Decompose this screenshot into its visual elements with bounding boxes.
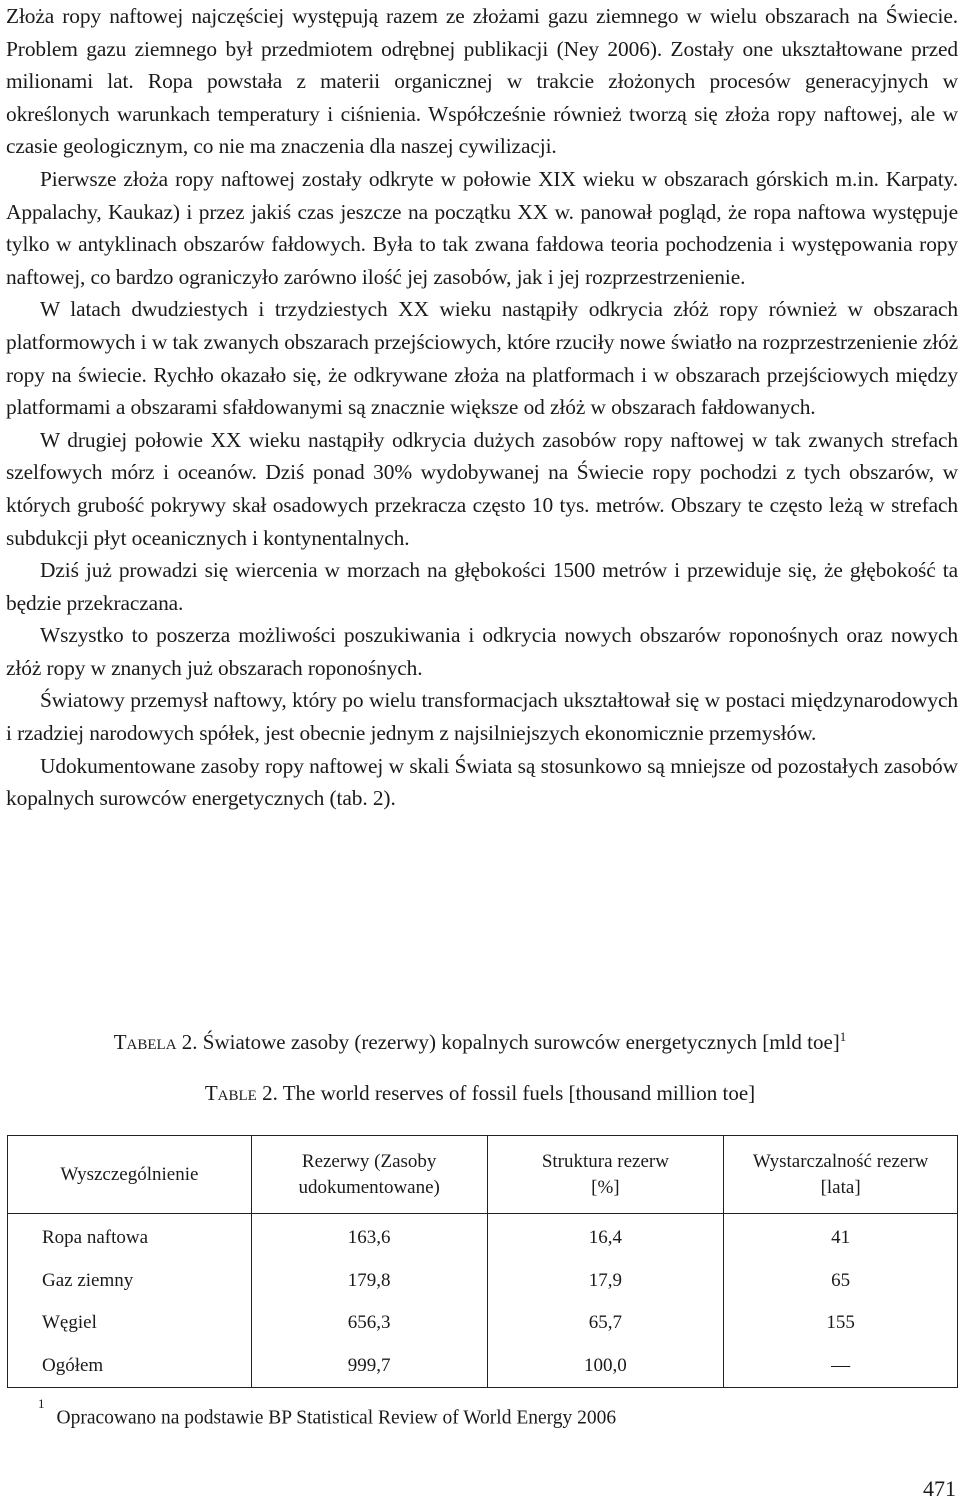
table-cell: 65	[724, 1260, 958, 1303]
page-number: 471	[923, 1476, 956, 1501]
caption-text: The world reserves of fossil fuels [thousand million toe]	[282, 1081, 756, 1105]
column-header: Rezerwy (Zasoby udokumentowane)	[251, 1136, 487, 1214]
table-cell: 65,7	[487, 1302, 724, 1345]
table-cell: Gaz ziemny	[8, 1260, 252, 1303]
table-cell: 999,7	[251, 1345, 487, 1388]
table-cell: 17,9	[487, 1260, 724, 1303]
column-header: Wystarczalność rezerw [lata]	[724, 1136, 958, 1214]
column-header: Struktura rezerw [%]	[487, 1136, 724, 1214]
table-cell: Ogółem	[8, 1345, 252, 1388]
footnote-number: 1	[38, 1396, 45, 1411]
table-cell: 656,3	[251, 1302, 487, 1345]
table-cell: 41	[724, 1214, 958, 1260]
paragraph: W drugiej połowie XX wieku nastąpiły odkrycia dużych zasobów ropy naftowej w tak zwanych strefach szelfowych mórz i oceanów. Dziś ponad 30% wydobywanej na Świecie ropy pochodzi z tych obszarów, w których grubość pokrywy skał osadowych przekracza często 10 tys. metrów. Obszary te często leżą w strefach subdukcji płyt oceanicznych i kontynentalnych.	[6, 427, 958, 550]
column-header: Wyszczególnienie	[8, 1136, 252, 1214]
caption-label: Tabela 2.	[113, 1030, 198, 1054]
table-cell: 100,0	[487, 1345, 724, 1388]
table-cell: Ropa naftowa	[8, 1214, 252, 1260]
paragraph: W latach dwudziestych i trzydziestych XX wieku nastąpiły odkrycia złóż ropy również w obszarach platformowych i w tak zwanych obszarach przejściowych, które rzuciły nowe światło na rozprzestrzenienie złóż ropy na świecie. Rychło okazało się, że odkrywane złoża na platformach i w obszarach przejściowych między platformami a obszarami sfałdowanymi są znacznie większe od złóż w obszarach fałdowanych.	[6, 297, 958, 420]
footnote-ref: 1	[839, 1029, 847, 1044]
reserves-table	[7, 1135, 958, 1388]
table-cell: 155	[724, 1302, 958, 1345]
table-caption-polish	[0, 1030, 960, 1055]
table-header-row	[8, 1136, 958, 1214]
table-cell: Węgiel	[8, 1302, 252, 1345]
footnote-text: Opracowano na podstawie BP Statistical Review of World Energy 2006	[56, 1407, 617, 1429]
paragraph: Złoża ropy naftowej najczęściej występują razem ze złożami gazu ziemnego w wielu obszarach na Świecie. Problem gazu ziemnego był przedmiotem odrębnej publikacji (Ney 2006). Zostały one ukształtowane przed milionami lat. Ropa powstała z materii organicznej w trakcie złożonych procesów generacyjnych w określonych warunkach temperatury i ciśnienia. Współcześnie również tworzą się złoża ropy naftowej, ale w czasie geologicznym, co nie ma znaczenia dla naszej cywilizacji.	[6, 4, 958, 159]
table-row	[8, 1260, 958, 1303]
body-text	[6, 0, 958, 815]
table-row	[8, 1302, 958, 1345]
caption-text: Światowe zasoby (rezerwy) kopalnych surowców energetycznych [mld toe]	[202, 1030, 840, 1054]
paragraph: Światowy przemysł naftowy, który po wielu transformacjach ukształtował się w postaci międzynarodowych i rzadziej narodowych spółek, jest obecnie jednym z najsilniejszych ekonomicznie przemysłów.	[6, 688, 958, 746]
caption-label: Table 2.	[204, 1081, 278, 1105]
paragraph: Wszystko to poszerza możliwości poszukiwania i odkrycia nowych obszarów roponośnych oraz nowych złóż ropy w znanych już obszarach roponośnych.	[6, 623, 958, 680]
paragraph: Pierwsze złoża ropy naftowej zostały odkryte w połowie XIX wieku w obszarach górskich m.in. Karpaty. Appalachy, Kaukaz) i przez jakiś czas jeszcze na początku XX w. panował pogląd, że ropa naftowa występuje tylko w antyklinach obszarów fałdowych. Była to tak zwana fałdowa teoria pochodzenia i występowania ropy naftowej, co bardzo ograniczyło zarówno ilość jej zasobów, jak i jej rozprzestrzenienie.	[6, 166, 958, 289]
table-row	[8, 1345, 958, 1388]
table-cell: 16,4	[487, 1214, 724, 1260]
table-caption-english	[0, 1081, 960, 1106]
table-cell: 163,6	[251, 1214, 487, 1260]
table-cell: 179,8	[251, 1260, 487, 1303]
paragraph: Udokumentowane zasoby ropy naftowej w skali Świata są stosunkowo są mniejsze od pozostałych zasobów kopalnych surowców energetycznych (tab. 2).	[6, 753, 958, 811]
paragraph: Dziś już prowadzi się wiercenia w morzach na głębokości 1500 metrów i przewiduje się, że głębokość ta będzie przekraczana.	[6, 558, 958, 615]
table-row	[8, 1214, 958, 1260]
footnote	[38, 1396, 617, 1430]
table-cell: —	[724, 1345, 958, 1388]
